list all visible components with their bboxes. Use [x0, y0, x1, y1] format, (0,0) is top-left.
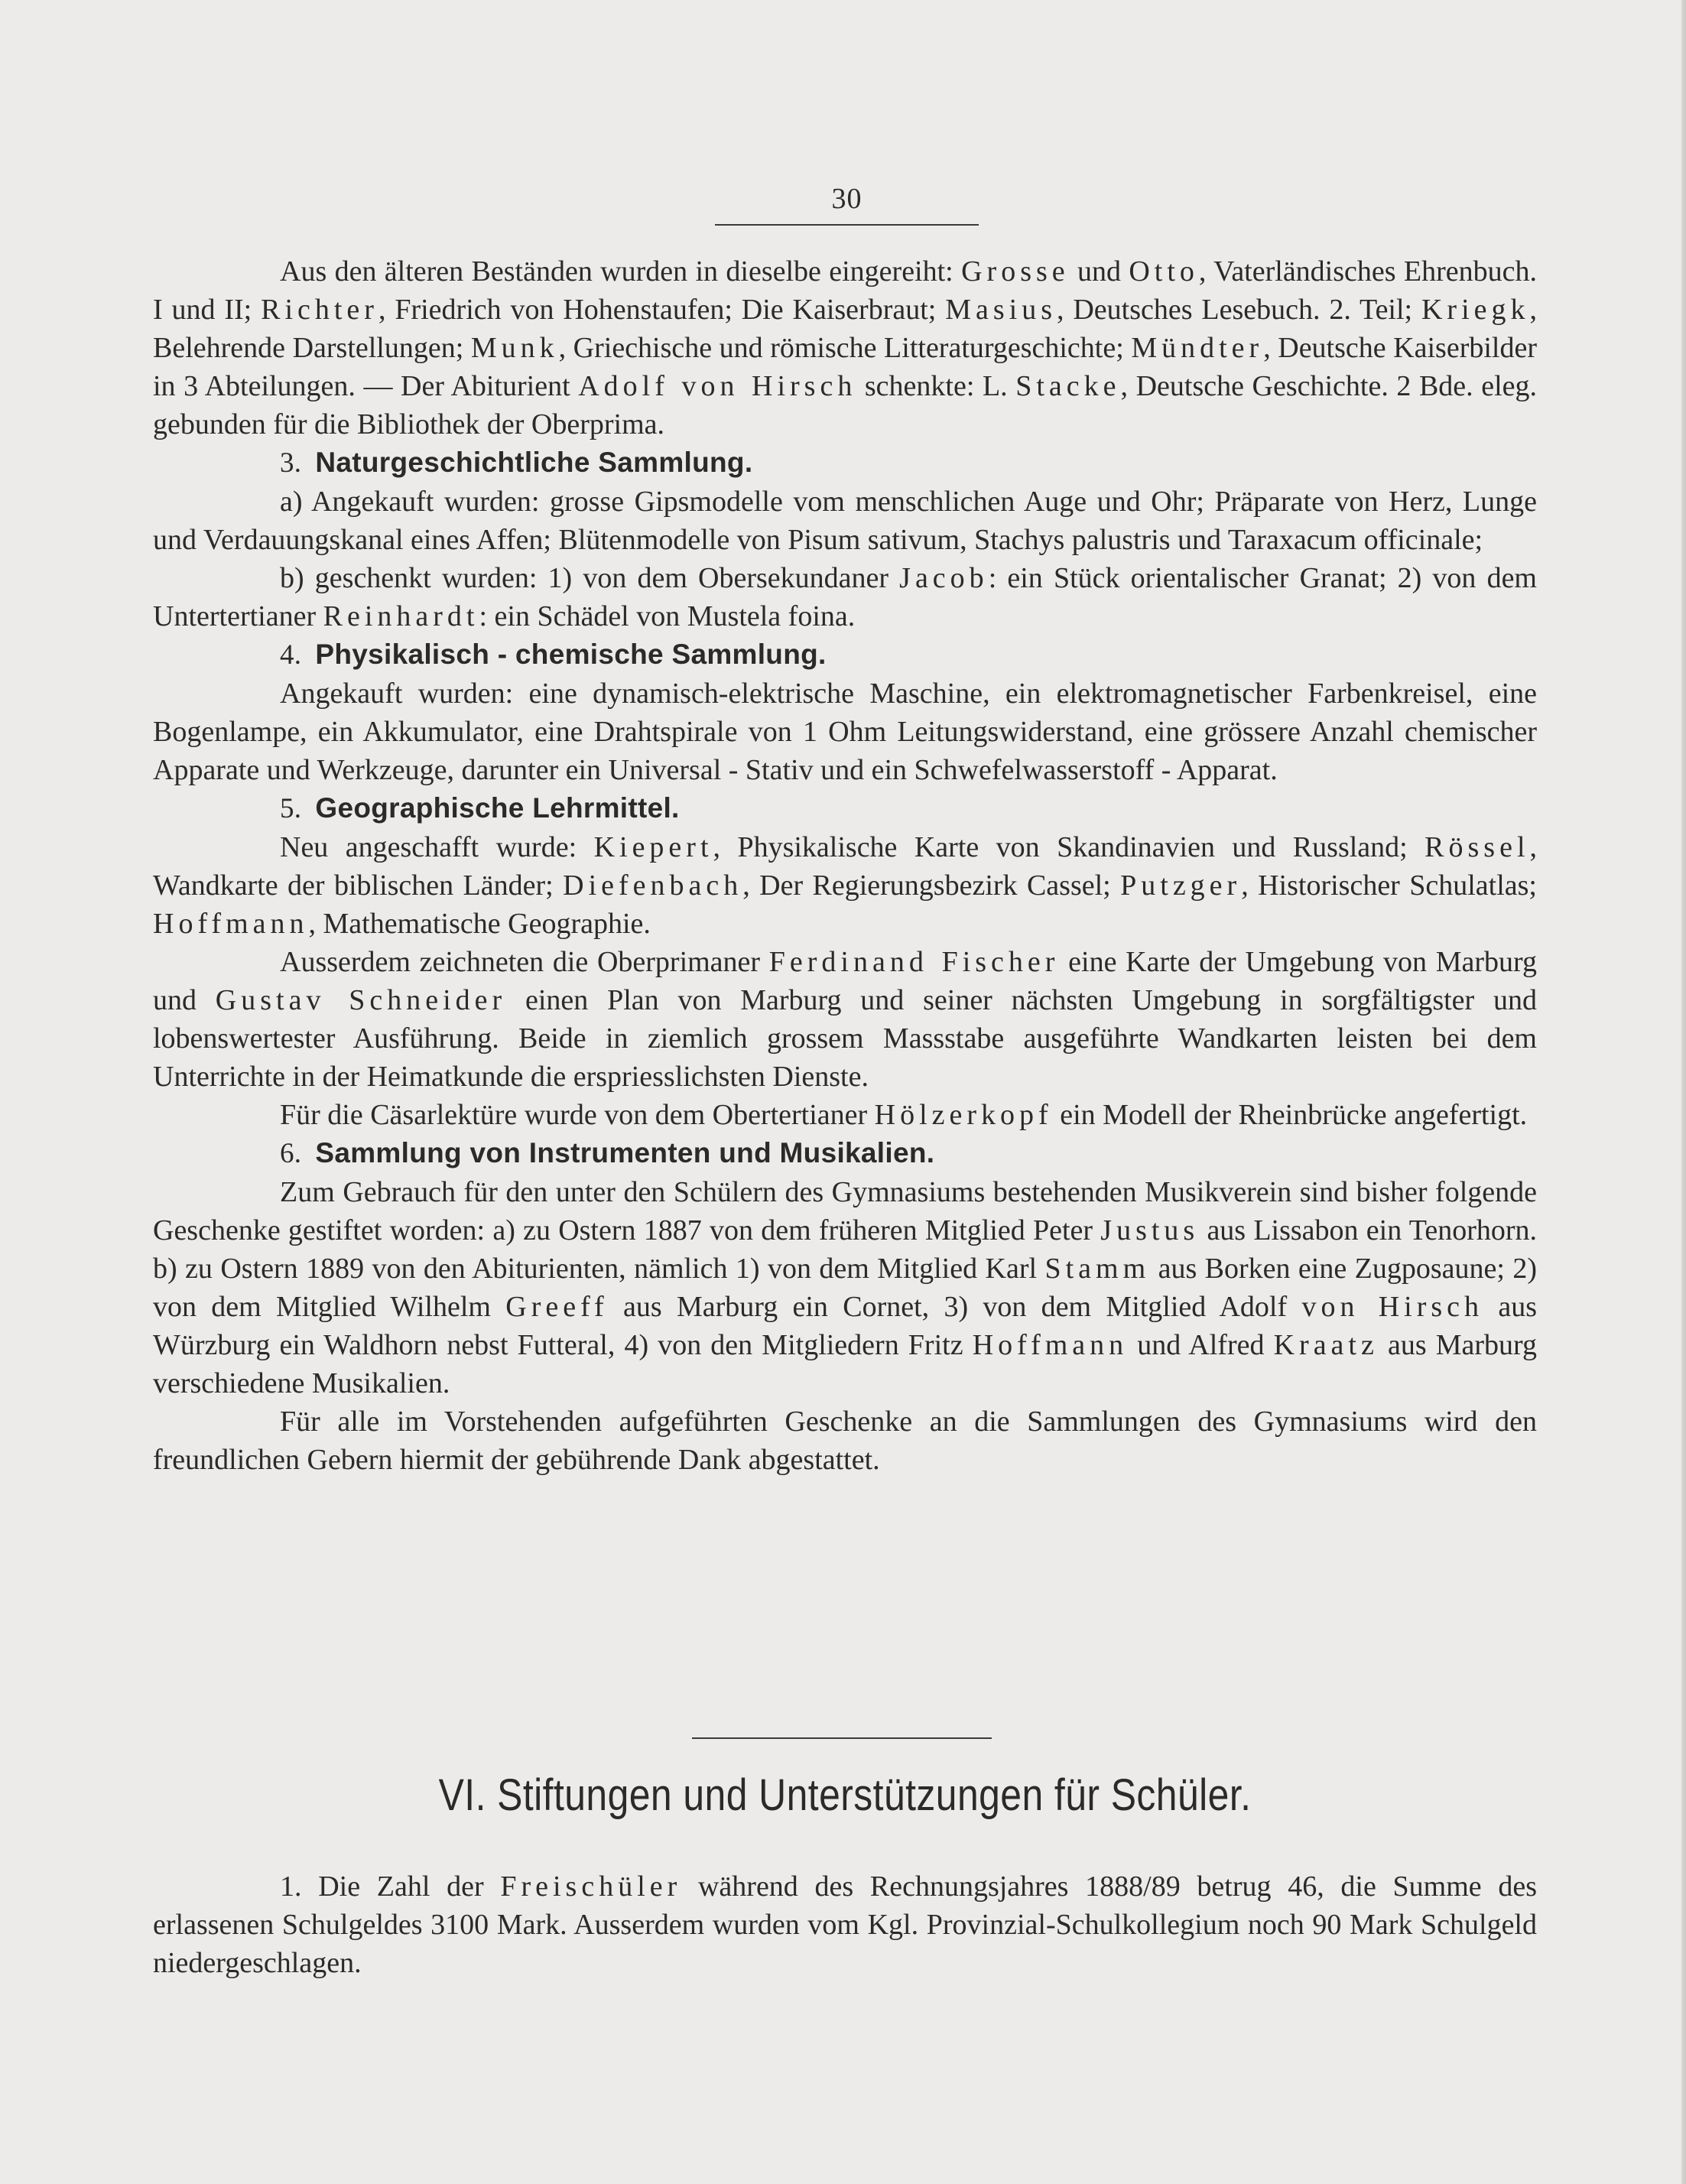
paragraph — [153, 559, 1537, 635]
spaced-name: Hoffmann — [153, 908, 309, 940]
text-run: , Wandkarte der biblischen Länder; — [153, 831, 1538, 902]
spaced-name: Munk — [470, 332, 559, 364]
spaced-name: Hölzerkopf — [874, 1099, 1053, 1131]
paragraph — [153, 1402, 1537, 1479]
text-run: , Deutsche Geschichte. 2 Bde. eleg. gebunden für die Bibliothek der Oberprima. — [153, 370, 1538, 440]
section-text — [153, 1867, 1537, 1982]
text-run: b) geschenkt wurden: 1) von dem Obersekundaner — [280, 562, 900, 594]
text-run: aus Marburg verschiedene Musikalien. — [153, 1329, 1538, 1399]
spaced-name: Stamm — [1044, 1253, 1151, 1285]
text-run: , Griechische und römische Litteraturgeschichte; — [558, 332, 1132, 364]
spaced-name: Kriegk — [1421, 294, 1530, 326]
text-run: , Physikalische Karte von Skandinavien und Russland; — [713, 831, 1425, 863]
subsection-title: Naturgeschichtliche Sammlung. — [315, 447, 753, 478]
subsection-heading — [153, 789, 1537, 828]
spaced-name: Kiepert — [593, 831, 713, 863]
paragraph — [153, 252, 1537, 444]
text-run: aus Marburg ein Cornet, 3) von dem Mitglied Adolf — [608, 1291, 1302, 1323]
text-run: Zum Gebrauch für den unter den Schülern des Gymnasiums bestehenden Musikverein sind bisher folgende Geschenke gestiftet worden: a) zu Ostern 1887 von dem früheren Mitglied Peter — [153, 1176, 1537, 1246]
spaced-name: Kraatz — [1273, 1329, 1379, 1361]
subsection-number: 6. — [280, 1138, 302, 1169]
subsection-number: 5. — [280, 793, 302, 824]
spaced-name: Reinhardt — [323, 600, 479, 632]
subsection-title: Physikalisch - chemische Sammlung. — [315, 639, 827, 670]
text-run: einen Plan von Marburg und seiner nächsten Umgebung in sorgfältigster und lobenswertester Ausführung. Beide in ziemlich grossem Massstabe ausgeführte Wandkarten leisten bei dem Unterrichte in der Heimatkunde die erspriesslichsten Dienste. — [153, 984, 1537, 1093]
text-run: während des Rechnungsjahres 1888/89 betrug 46, die Summe des erlassenen Schulgeldes 3100 Mark. Ausserdem wurden vom Kgl. Provinzial-Schulkollegium noch 90 Mark Schulgeld niedergeschlagen. — [153, 1870, 1537, 1979]
text-run: schenkte: L. — [856, 370, 1016, 402]
subsection-title: Sammlung von Instrumenten und Musikalien. — [315, 1137, 935, 1168]
spaced-name: Hoffmann — [972, 1329, 1129, 1361]
spaced-name: Masius — [945, 294, 1057, 326]
spaced-name: Richter — [261, 294, 378, 326]
text-run: , Friedrich von Hohenstaufen; Die Kaiserbraut; — [378, 294, 946, 326]
spaced-name: Stacke — [1015, 370, 1121, 402]
spaced-name: Grosse — [961, 255, 1070, 288]
text-run: , Deutsche Kaiserbilder in 3 Abteilungen. — Der Abiturient — [153, 332, 1537, 402]
page-header — [715, 182, 979, 228]
spaced-name: Putzger — [1120, 869, 1242, 902]
text-run: aus Lissabon ein Tenorhorn. b) zu Ostern 1889 von den Abiturienten, nämlich 1) von dem Mitglied Karl — [153, 1214, 1537, 1285]
paragraph — [153, 674, 1537, 789]
text-run: Für alle im Vorstehenden aufgeführten Geschenke an die Sammlungen des Gymnasiums wird den freundlichen Gebern hiermit der gebührende Dank abgestattet. — [153, 1406, 1537, 1476]
subsection-heading — [153, 444, 1537, 483]
text-run: , Vaterländisches Ehrenbuch. I und II; — [153, 255, 1538, 326]
spaced-name: Ferdinand Fischer — [768, 946, 1060, 978]
text-run: und — [1069, 255, 1129, 288]
paragraph — [153, 943, 1537, 1096]
subsection-number: 3. — [280, 447, 302, 479]
text-run: a) Angekauft wurden: grosse Gipsmodelle vom menschlichen Auge und Ohr; Präparate von Herz, Lunge und Verdauungskanal eines Affen; Blütenmodelle von Pisum sativum, Stachys palustris und Taraxacum officinale; — [153, 486, 1537, 556]
spaced-name: Diefenbach — [563, 869, 743, 902]
subsection-title: Geographische Lehrmittel. — [315, 792, 680, 824]
subsection-heading — [153, 635, 1537, 674]
spaced-name: Justus — [1100, 1214, 1200, 1246]
page-number: 30 — [831, 183, 862, 215]
spaced-name: Gustav Schneider — [215, 984, 507, 1016]
spaced-name: Mündter — [1131, 332, 1264, 364]
text-run: und Alfred — [1128, 1329, 1274, 1361]
section-title: VI. Stiftungen und Unterstützungen für Schüler. — [438, 1770, 1252, 1820]
spaced-name: Otto — [1129, 255, 1199, 288]
text-run: , Deutsches Lesebuch. 2. Teil; — [1056, 294, 1421, 326]
text-run: ein Modell der Rheinbrücke angefertigt. — [1052, 1099, 1528, 1131]
text-run: , Belehrende Darstellungen; — [153, 294, 1537, 364]
text-run: , Historischer Schulatlas; — [1241, 869, 1537, 902]
spaced-name: Greeff — [505, 1291, 609, 1323]
page-edge — [1681, 0, 1686, 2184]
paragraph — [153, 828, 1537, 943]
header-rule — [715, 224, 979, 226]
text-run: eine Karte der Umgebung von Marburg und — [153, 946, 1538, 1016]
spaced-name: von Hirsch — [1301, 1291, 1484, 1323]
paragraph — [153, 483, 1537, 559]
spaced-name: Adolf von Hirsch — [578, 370, 857, 402]
text-run: : ein Stück orientalischer Granat; 2) von dem Untertertianer — [153, 562, 1537, 632]
spaced-name: Rössel — [1424, 831, 1530, 863]
main-text — [153, 252, 1537, 1479]
paragraph — [153, 1173, 1537, 1402]
text-run: Angekauft wurden: eine dynamisch-elektrische Maschine, ein elektromagnetischer Farbenkreisel, eine Bogenlampe, ein Akkumulator, eine Drahtspirale von 1 Ohm Leitungswiderstand, eine grössere Anzahl chemischer Apparate und Werkzeuge, darunter ein Universal - Stativ und ein Schwefelwasserstoff - Apparat. — [153, 678, 1537, 786]
section-divider — [692, 1737, 992, 1739]
text-run: aus Borken eine Zugposaune; 2) von dem Mitglied Wilhelm — [153, 1253, 1537, 1323]
subsection-number: 4. — [280, 639, 302, 671]
text-run: , Mathematische Geographie. — [308, 908, 651, 940]
text-run: Für die Cäsarlektüre wurde von dem Obertertianer — [280, 1099, 875, 1131]
text-run: 1. Die Zahl der — [280, 1870, 501, 1903]
paragraph — [153, 1867, 1537, 1982]
text-run: Aus den älteren Beständen wurden in dieselbe eingereiht: — [280, 255, 962, 288]
paragraph — [153, 1096, 1537, 1134]
text-run: Ausserdem zeichneten die Oberprimaner — [280, 946, 769, 978]
text-run: : ein Schädel von Mustela foina. — [479, 600, 856, 632]
subsection-heading — [153, 1134, 1537, 1173]
spaced-name: Freischüler — [500, 1870, 682, 1903]
spaced-name: Jacob — [899, 562, 989, 594]
text-run: , Der Regierungsbezirk Cassel; — [742, 869, 1121, 902]
text-run: Neu angeschafft wurde: — [280, 831, 594, 863]
text-run: aus Würzburg ein Waldhorn nebst Futteral, 4) von den Mitgliedern Fritz — [153, 1291, 1537, 1361]
